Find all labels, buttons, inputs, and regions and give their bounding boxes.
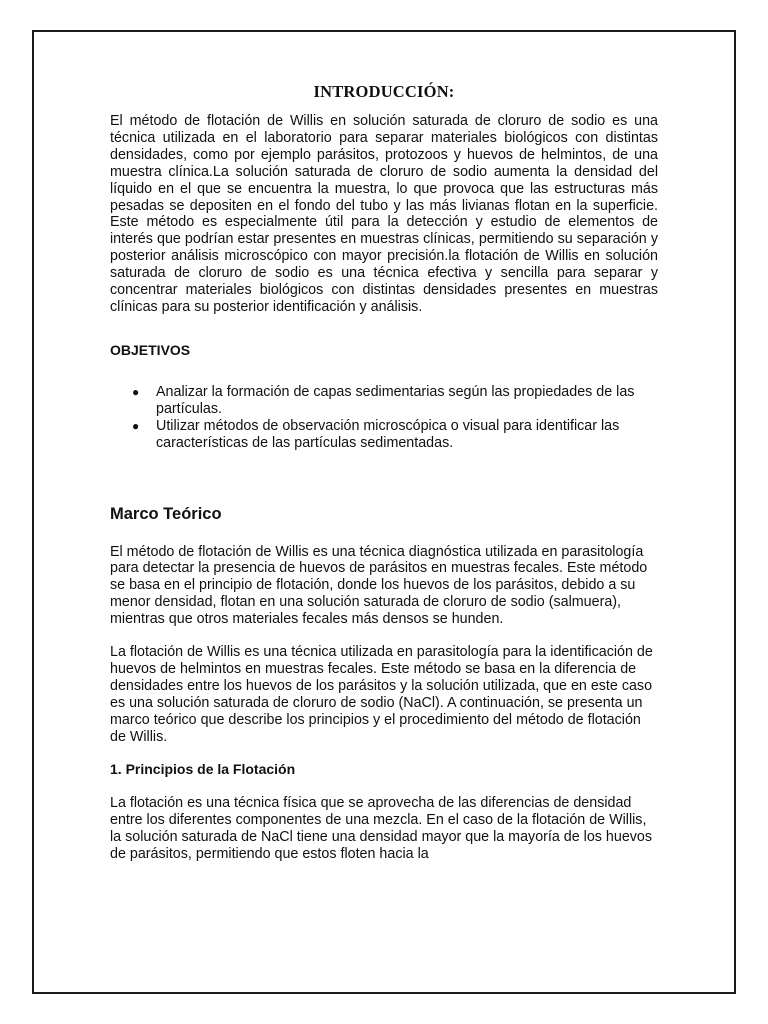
- bullet-icon: ●: [132, 418, 140, 433]
- objective-text: Analizar la formación de capas sedimentarias según las propiedades de las partículas.: [156, 383, 635, 417]
- list-item: [132, 417, 658, 452]
- intro-paragraph: El método de flotación de Willis en solución saturada de cloruro de sodio es una técnica utilizada en el laboratorio para separar materiales biológicos con distintas densidades, como por ejemplo parásitos, protozoos y huevos de helmintos, de una muestra clínica.La solución saturada de cloruro de sodio aumenta la densidad del líquido en el que se encuentra la muestra, lo que provoca que las estructuras más pesadas se depositen en el fondo del tubo y las más livianas flotan en la superficie. Este método es especialmente útil para la detección y estudio de elementos de interés que podrían estar presentes en muestras clínicas, permitiendo su separación y posterior análisis microscópico con mayor precisión.la flotación de Willis en solución saturada de cloruro de sodio es una técnica efectiva y sencilla para separar y concentrar materiales biológicos con distintas densidades presentes en muestras clínicas para su posterior identificación y análisis.: [110, 113, 658, 315]
- bullet-icon: ●: [132, 384, 140, 399]
- marco-paragraph-1: El método de flotación de Willis es una técnica diagnóstica utilizada en parasitología para detectar la presencia de huevos de parásitos en muestras fecales. Este método se basa en el principio de flotación, donde los huevos de los parásitos, debido a su menor densidad, flotan en una solución saturada de cloruro de sodio (salmuera), mientras que otros materiales fecales más densos se hunden.: [110, 543, 648, 628]
- list-item: [132, 383, 658, 418]
- document-body: [110, 82, 658, 863]
- intro-title: INTRODUCCIÓN:: [313, 82, 455, 101]
- objective-text: Utilizar métodos de observación microscópica o visual para identificar las características de las partículas sedimentadas.: [156, 417, 620, 451]
- principios-paragraph: La flotación es una técnica física que se aprovecha de las diferencias de densidad entre los diferentes componentes de una mezcla. En el caso de la flotación de Willis, la solución saturada de NaCl tiene una densidad mayor que la mayoría de los huevos de parásitos, permitiendo que estos floten hacia la: [110, 795, 653, 863]
- principios-subheading: 1. Principios de la Flotación: [110, 761, 296, 778]
- objectives-list: [110, 384, 658, 452]
- objetivos-heading: OBJETIVOS: [110, 341, 191, 358]
- marco-teorico-heading: Marco Teórico: [110, 504, 222, 523]
- marco-paragraph-2: La flotación de Willis es una técnica utilizada en parasitología para la identificación de huevos de helmintos en muestras fecales. Este método se basa en la diferencia de densidades entre los huevos de los parásitos y la solución utilizada, que en este caso es una solución saturada de cloruro de sodio (NaCl). A continuación, se presenta un marco teórico que describe los principios y el procedimiento del método de flotación de Willis.: [110, 644, 653, 745]
